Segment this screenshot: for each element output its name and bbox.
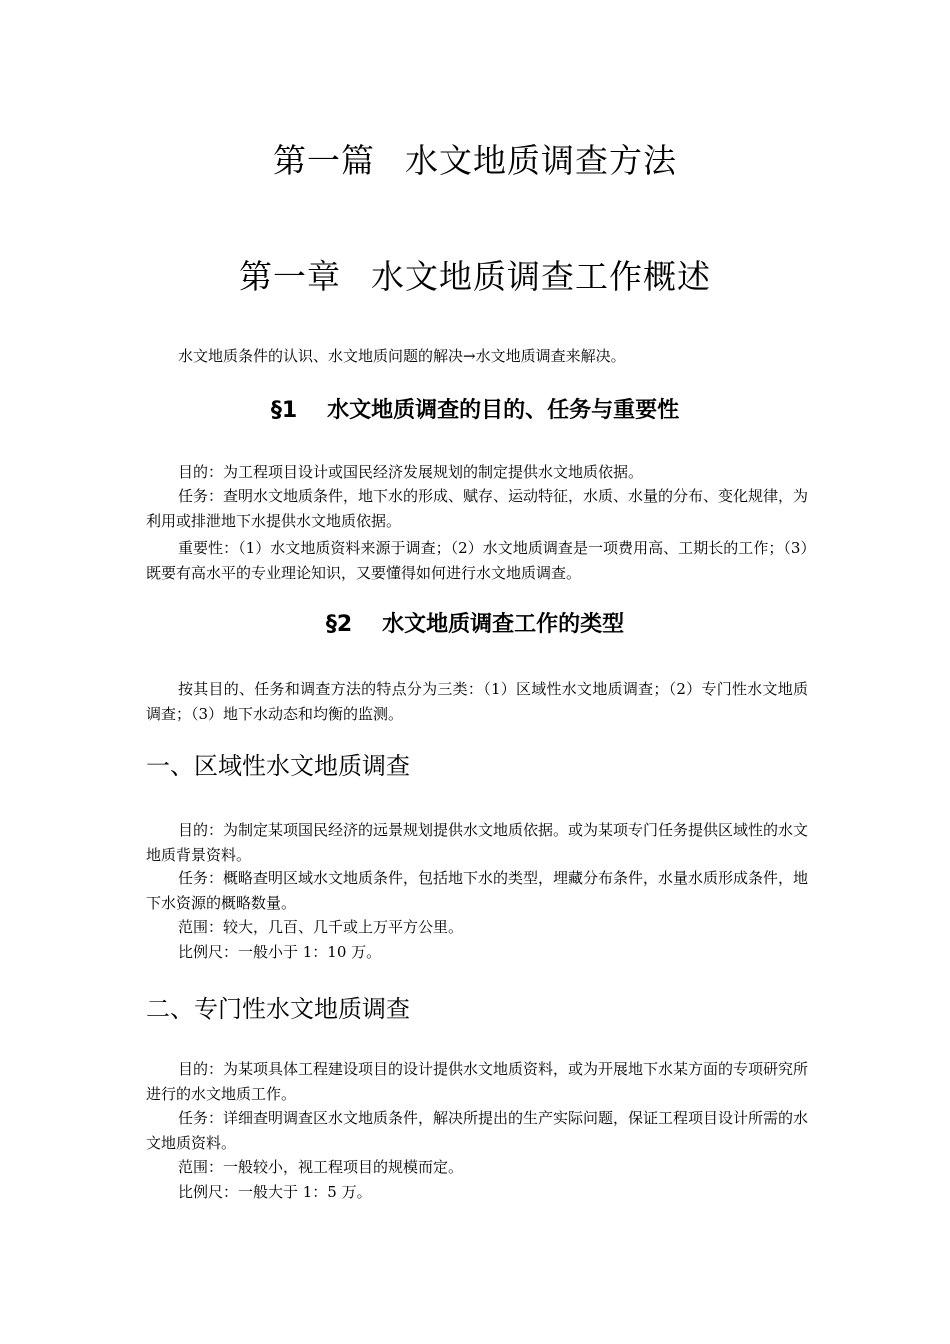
section-2-heading — [0, 607, 950, 638]
section-1-importance: 重要性：（1）水文地质资料来源于调查；（2）水文地质调查是一项费用高、工期长的工作；（3）既要有高水平的专业理论知识，又要懂得如何进行水文地质调查。 — [146, 539, 808, 582]
subsection-1-range: 范围：较大，几百、几千或上万平方公里。 — [178, 918, 464, 936]
subsection-2-purpose: 目的：为某项具体工程建设项目的设计提供水文地质资料，或为开展地下水某方面的专项研究所进行的水文地质工作。 — [146, 1060, 809, 1103]
subsection-1-purpose: 目的：为制定某项国民经济的远景规划提供水文地质依据。或为某项专门任务提供区域性的水文地质背景资料。 — [146, 821, 809, 864]
part-label: 第一篇 — [273, 141, 375, 180]
section-1-purpose: 目的：为工程项目设计或国民经济发展规划的制定提供水文地质依据。 — [178, 463, 644, 481]
section-2-types: 按其目的、任务和调查方法的特点分为三类：（1）区域性水文地质调查；（2）专门性水文地质调查；（3）地下水动态和均衡的监测。 — [146, 680, 808, 723]
part-title — [0, 135, 950, 182]
section-1-title: 水文地质调查的目的、任务与重要性 — [327, 398, 680, 423]
subsection-1-task: 任务：概略查明区域水文地质条件，包括地下水的类型，埋藏分布条件，水量水质形成条件，地下水资源的概略数量。 — [146, 869, 809, 912]
chapter-title — [0, 251, 950, 298]
intro-line: 水文地质条件的认识、水文地质问题的解决→水文地质调查来解决。 — [178, 347, 626, 365]
section-1-number: §1 — [270, 398, 298, 423]
section-1-heading — [0, 393, 950, 424]
part-title-text: 水文地质调查方法 — [405, 141, 677, 180]
subsection-2-task: 任务：详细查明调查区水文地质条件，解决所提出的生产实际问题，保证工程项目设计所需的水文地质资料。 — [146, 1109, 809, 1152]
subsection-2-scale: 比例尺：一般大于 1：5 万。 — [178, 1183, 372, 1201]
section-2-number: §2 — [325, 612, 353, 637]
section-1-task: 任务：查明水文地质条件，地下水的形成、赋存、运动特征，水质、水量的分布、变化规律，为利用或排泄地下水提供水文地质依据。 — [146, 487, 809, 530]
subsection-1-scale: 比例尺：一般小于 1：10 万。 — [178, 943, 382, 961]
section-2-title: 水文地质调查工作的类型 — [382, 612, 625, 637]
chapter-label: 第一章 — [239, 257, 341, 296]
subsection-2-title: 二、专门性水文地质调查 — [146, 995, 410, 1023]
subsection-2-range: 范围：一般较小，视工程项目的规模而定。 — [178, 1158, 464, 1176]
chapter-title-text: 水文地质调查工作概述 — [371, 257, 711, 296]
subsection-1-title: 一、区域性水文地质调查 — [146, 752, 410, 780]
